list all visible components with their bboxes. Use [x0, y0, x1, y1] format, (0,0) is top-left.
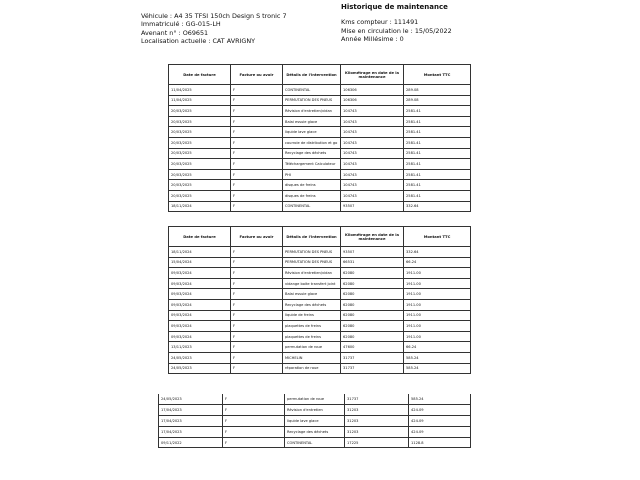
cell-amount: 1911.00: [404, 321, 471, 332]
col-header-details: Détails de l'intervention: [283, 227, 341, 247]
table-row: [169, 159, 471, 170]
cell-details: permutation de roue: [285, 394, 345, 405]
cell-type: F: [231, 352, 283, 363]
cell-date: 09/03/2024: [169, 268, 231, 279]
cell-date: 09/03/2024: [169, 278, 231, 289]
maintenance-table-3: [158, 394, 471, 448]
cell-date: 09/03/2024: [169, 310, 231, 321]
cell-type: F: [231, 342, 283, 353]
cell-details: CONTINENTAL: [283, 85, 341, 96]
table-row: [169, 137, 471, 148]
cell-details: PERMUTATION DES PNEUS: [283, 247, 341, 258]
cell-date: 20/03/2025: [169, 137, 231, 148]
cell-type: F: [231, 127, 283, 138]
first-registration-date: Mise en circulation le : 15/05/2022: [341, 26, 452, 35]
cell-details: Révision d'entretien/vidan: [283, 268, 341, 279]
table-row: [169, 278, 471, 289]
cell-date: 17/04/2023: [159, 405, 223, 416]
cell-type: F: [231, 257, 283, 268]
cell-details: liquide lave glace: [283, 127, 341, 138]
cell-type: F: [231, 201, 283, 212]
table-row: [169, 289, 471, 300]
cell-km: 31203: [345, 426, 409, 437]
table-row: [169, 321, 471, 332]
cell-amount: 2581.41: [404, 137, 471, 148]
cell-km: 104743: [341, 127, 404, 138]
cell-km: 106306: [341, 95, 404, 106]
cell-amount: 1911.00: [404, 278, 471, 289]
table-row: [169, 310, 471, 321]
cell-details: CONTINENTAL: [283, 201, 341, 212]
col-header-amount: Montant TTC: [404, 227, 471, 247]
cell-km: 62080: [341, 331, 404, 342]
cell-date: 24/05/2023: [159, 394, 223, 405]
cell-km: 104743: [341, 159, 404, 170]
cell-details: plaquettes de freins: [283, 331, 341, 342]
cell-amount: 1911.00: [404, 331, 471, 342]
cell-km: 47600: [341, 342, 404, 353]
cell-amount: 66.24: [404, 342, 471, 353]
cell-type: F: [231, 95, 283, 106]
cell-details: CONTINENTAL: [285, 437, 345, 448]
maintenance-table-1: [168, 64, 471, 212]
col-header-amount: Montant TTC: [404, 65, 471, 85]
cell-details: vidange boite transfert joint: [283, 278, 341, 289]
table-row: [169, 85, 471, 96]
cell-type: F: [231, 85, 283, 96]
cell-km: 31203: [345, 416, 409, 427]
col-header-type: Facture ou avoir: [231, 65, 283, 85]
cell-km: 106306: [341, 85, 404, 96]
page-title: Historique de maintenance: [341, 3, 448, 11]
maintenance-table-2: [168, 226, 471, 374]
cell-km: 93507: [341, 201, 404, 212]
cell-km: 62080: [341, 278, 404, 289]
cell-amount: 1128.8: [409, 437, 471, 448]
cell-details: PERMUTATION DES PNEUS: [283, 257, 341, 268]
cell-type: F: [231, 321, 283, 332]
cell-date: 18/11/2024: [169, 247, 231, 258]
table-row: [159, 394, 471, 405]
cell-date: 24/05/2023: [169, 363, 231, 374]
table-row: [169, 352, 471, 363]
cell-amount: 289.08: [404, 95, 471, 106]
cell-date: 20/03/2025: [169, 180, 231, 191]
cell-km: 104743: [341, 169, 404, 180]
cell-amount: 585.24: [404, 352, 471, 363]
cell-amount: 2581.41: [404, 106, 471, 117]
cell-km: 62080: [341, 321, 404, 332]
cell-type: F: [223, 416, 285, 427]
cell-date: 09/03/2024: [169, 321, 231, 332]
cell-details: permutation de roue: [283, 342, 341, 353]
cell-amount: 2581.41: [404, 148, 471, 159]
cell-km: 104743: [341, 116, 404, 127]
vehicle-info: [141, 12, 287, 46]
table-row: [169, 331, 471, 342]
cell-km: 104743: [341, 180, 404, 191]
cell-type: F: [231, 310, 283, 321]
cell-date: 20/03/2025: [169, 190, 231, 201]
cell-amount: 424.09: [409, 426, 471, 437]
cell-type: F: [231, 180, 283, 191]
cell-type: F: [223, 394, 285, 405]
table-row: [169, 95, 471, 106]
cell-amount: 1911.00: [404, 268, 471, 279]
cell-date: 17/04/2023: [159, 426, 223, 437]
cell-details: Recyclage des déchets: [283, 148, 341, 159]
cell-km: 62080: [341, 289, 404, 300]
cell-amount: 1911.00: [404, 289, 471, 300]
cell-type: F: [231, 137, 283, 148]
cell-date: 09/03/2024: [169, 299, 231, 310]
cell-details: Révision d'entretien/vidan: [283, 106, 341, 117]
cell-date: 18/11/2024: [169, 201, 231, 212]
cell-type: F: [231, 289, 283, 300]
cell-amount: 2581.41: [404, 116, 471, 127]
table-row: [159, 416, 471, 427]
cell-date: 09/03/2024: [169, 289, 231, 300]
maintenance-summary: [341, 3, 452, 44]
cell-amount: 2581.41: [404, 169, 471, 180]
cell-details: Révision d'entretien: [285, 405, 345, 416]
cell-type: F: [231, 299, 283, 310]
cell-details: Balai essuie glace: [283, 116, 341, 127]
cell-amount: 585.24: [404, 363, 471, 374]
table-row: [169, 169, 471, 180]
cell-details: PHI: [283, 169, 341, 180]
col-header-date: Date de facture: [169, 65, 231, 85]
cell-amount: 1911.00: [404, 299, 471, 310]
cell-date: 20/03/2025: [169, 106, 231, 117]
table-row: [169, 257, 471, 268]
cell-amount: 289.08: [404, 85, 471, 96]
cell-details: plaquettes de freins: [283, 321, 341, 332]
cell-amount: 2581.41: [404, 180, 471, 191]
col-header-type: Facture ou avoir: [231, 227, 283, 247]
cell-km: 31203: [345, 405, 409, 416]
table-body: [169, 85, 471, 212]
table-row: [169, 268, 471, 279]
cell-type: F: [223, 426, 285, 437]
cell-km: 17225: [345, 437, 409, 448]
cell-type: F: [231, 159, 283, 170]
cell-type: F: [231, 116, 283, 127]
col-header-details: Détails de l'intervention: [283, 65, 341, 85]
table-row: [159, 426, 471, 437]
cell-amount: 332.64: [404, 247, 471, 258]
cell-type: F: [231, 363, 283, 374]
cell-type: F: [231, 331, 283, 342]
cell-amount: 585.24: [409, 394, 471, 405]
table-row: [169, 127, 471, 138]
cell-km: 104743: [341, 148, 404, 159]
cell-km: 31737: [341, 363, 404, 374]
cell-details: courroie de distribution et go: [283, 137, 341, 148]
cell-amount: 2581.41: [404, 190, 471, 201]
model-year: Année Millésime : 0: [341, 35, 404, 44]
cell-km: 62080: [341, 268, 404, 279]
cell-type: F: [231, 190, 283, 201]
cell-date: 20/03/2025: [169, 159, 231, 170]
cell-details: Recyclage des déchets: [283, 299, 341, 310]
cell-date: 11/04/2025: [169, 85, 231, 96]
cell-details: liquide de freins: [283, 310, 341, 321]
col-header-km: Kilométrage en date de la maintenance: [341, 65, 404, 85]
table-row: [169, 342, 471, 353]
cell-date: 09/03/2024: [169, 331, 231, 342]
cell-type: F: [231, 169, 283, 180]
cell-km: 104743: [341, 190, 404, 201]
cell-date: 13/11/2023: [169, 342, 231, 353]
table-row: [169, 190, 471, 201]
cell-date: 09/11/2022: [159, 437, 223, 448]
cell-type: F: [231, 278, 283, 289]
table-row: [169, 247, 471, 258]
cell-km: 104743: [341, 106, 404, 117]
table-row: [159, 437, 471, 448]
table-row: [169, 299, 471, 310]
cell-details: liquide lave glace: [285, 416, 345, 427]
cell-km: 62080: [341, 310, 404, 321]
cell-type: F: [231, 148, 283, 159]
cell-date: 15/04/2024: [169, 257, 231, 268]
col-header-date: Date de facture: [169, 227, 231, 247]
col-header-km: Kilométrage en date de la maintenance: [341, 227, 404, 247]
cell-details: disques de freins: [283, 180, 341, 191]
cell-amount: 332.64: [404, 201, 471, 212]
vehicle-model: Véhicule : A4 35 TFSI 150ch Design S tronic 7: [141, 12, 287, 20]
cell-type: F: [231, 268, 283, 279]
cell-km: 31737: [345, 394, 409, 405]
cell-type: F: [231, 247, 283, 258]
cell-details: Téléchargement Calculateur: [283, 159, 341, 170]
vehicle-location: Localisation actuelle : CAT AVRIGNY: [141, 37, 256, 46]
cell-date: 20/03/2025: [169, 127, 231, 138]
table-row: [169, 106, 471, 117]
table-row: [169, 180, 471, 191]
cell-date: 20/03/2025: [169, 148, 231, 159]
cell-km: 62080: [341, 299, 404, 310]
table-row: [169, 363, 471, 374]
cell-date: 20/03/2025: [169, 116, 231, 127]
cell-details: Balai essuie glace: [283, 289, 341, 300]
cell-type: F: [231, 106, 283, 117]
table-row: [169, 116, 471, 127]
table-row: [159, 405, 471, 416]
cell-date: 17/04/2023: [159, 416, 223, 427]
cell-amount: 1911.00: [404, 310, 471, 321]
cell-date: 20/03/2025: [169, 169, 231, 180]
cell-type: F: [223, 437, 285, 448]
odometer-reading: Kms compteur : 111491: [341, 18, 419, 27]
cell-amount: 2581.41: [404, 159, 471, 170]
cell-amount: 66.24: [404, 257, 471, 268]
cell-date: 11/04/2025: [169, 95, 231, 106]
cell-details: Recyclage des déchets: [285, 426, 345, 437]
contract-amendment: Avenant n° : O69651: [141, 28, 209, 37]
cell-amount: 424.09: [409, 416, 471, 427]
table-body: [169, 247, 471, 374]
cell-type: F: [223, 405, 285, 416]
vehicle-registration: Immatriculé : GG-015-LH: [141, 20, 221, 29]
cell-details: PERMUTATION DES PNEUS: [283, 95, 341, 106]
cell-details: MICHELIN: [283, 352, 341, 363]
cell-km: 31737: [341, 352, 404, 363]
table-row: [169, 148, 471, 159]
cell-amount: 424.09: [409, 405, 471, 416]
cell-amount: 2581.41: [404, 127, 471, 138]
cell-date: 24/05/2023: [169, 352, 231, 363]
cell-details: disques de freins: [283, 190, 341, 201]
cell-km: 104743: [341, 137, 404, 148]
cell-km: 66531: [341, 257, 404, 268]
table-body: [159, 394, 471, 448]
cell-details: réparation de roue: [283, 363, 341, 374]
table-row: [169, 201, 471, 212]
cell-km: 93507: [341, 247, 404, 258]
